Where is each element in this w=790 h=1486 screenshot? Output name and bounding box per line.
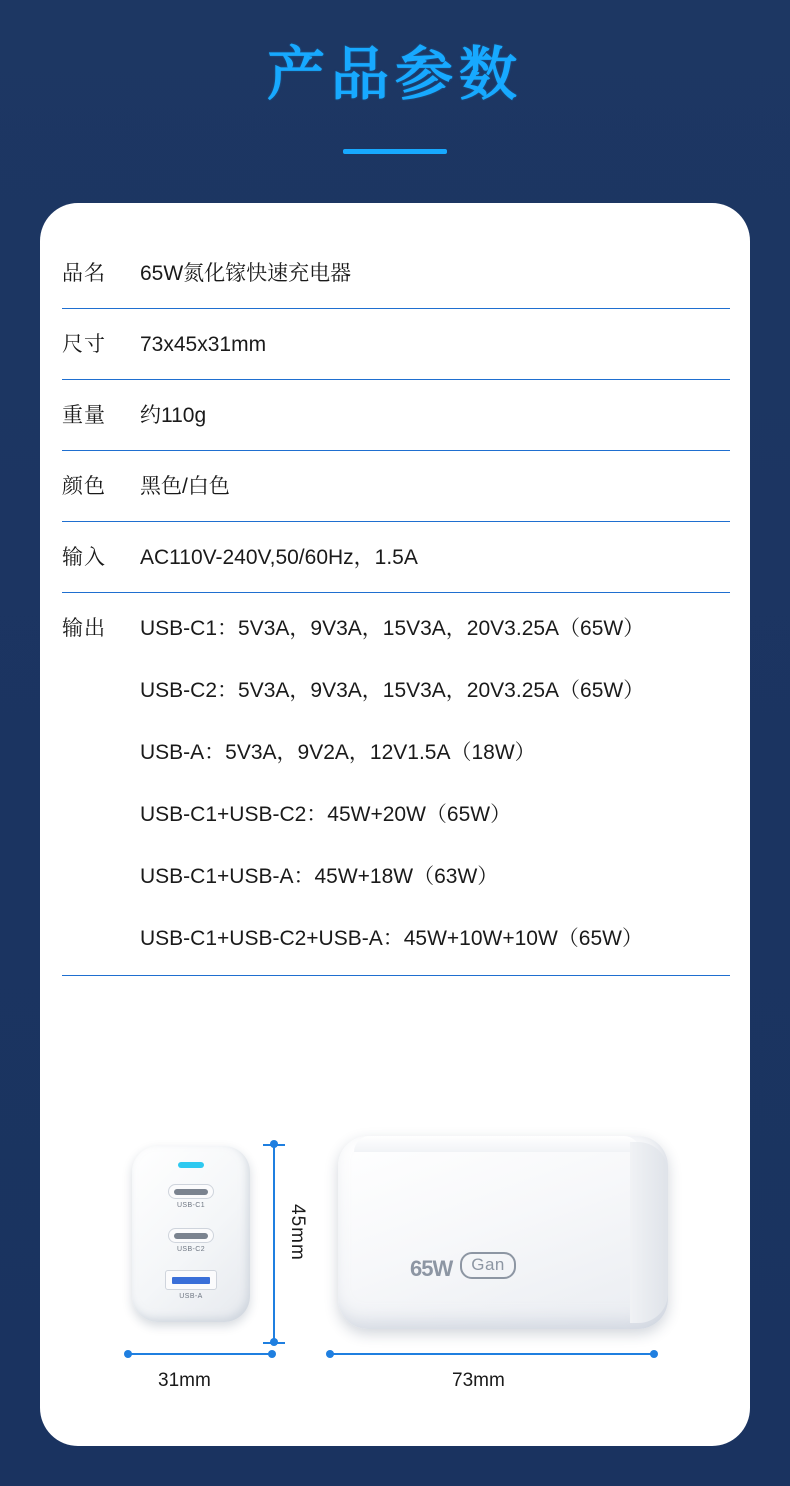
table-row	[62, 522, 730, 593]
spec-label: 输入	[62, 546, 106, 569]
table-row	[62, 380, 730, 451]
port-inner-shape	[174, 1233, 208, 1239]
title-underline-rule	[343, 149, 447, 154]
dimension-label-side-width: 73mm	[452, 1370, 505, 1391]
spec-label: 尺寸	[62, 333, 106, 356]
port-inner-shape	[174, 1189, 208, 1195]
list-item: USB-A：5V3A，9V2A，12V1.5A（18W）	[140, 741, 536, 764]
charger-front-view	[132, 1146, 250, 1322]
table-row-output	[62, 593, 730, 976]
led-indicator-icon	[178, 1162, 204, 1168]
dimension-label-front-width: 31mm	[158, 1370, 211, 1391]
spec-value: 73x45x31mm	[140, 333, 267, 356]
spec-label: 重量	[62, 404, 106, 427]
dimension-label-height: 45mm	[287, 1204, 308, 1261]
dimension-dot	[650, 1350, 658, 1358]
dimension-dot	[270, 1140, 278, 1148]
usb-c1-port-icon	[168, 1184, 214, 1199]
dimension-line-side-width	[330, 1353, 656, 1355]
table-row	[62, 451, 730, 522]
spec-table	[62, 238, 730, 976]
wattage-value: 65	[410, 1256, 433, 1281]
spec-value: 65W氮化镓快速充电器	[140, 262, 352, 285]
table-row	[62, 309, 730, 380]
output-value-list	[140, 615, 730, 957]
spec-value: 黑色/白色	[140, 475, 230, 498]
list-item: USB-C1+USB-C2+USB-A：45W+10W+10W（65W）	[140, 927, 643, 950]
charger-side-view	[338, 1136, 668, 1329]
page-header	[0, 0, 790, 154]
port-inner-shape	[172, 1277, 210, 1284]
spec-label: 颜色	[62, 475, 106, 498]
dimension-line-front-width	[128, 1353, 274, 1355]
usb-c2-port-label: USB-C2	[176, 1246, 206, 1253]
usb-a-port-icon	[165, 1270, 217, 1290]
list-item: USB-C1：5V3A，9V3A，15V3A，20V3.25A（65W）	[140, 617, 645, 640]
usb-c2-port-icon	[168, 1228, 214, 1243]
charger-right-face	[630, 1142, 668, 1323]
list-item: USB-C1+USB-C2：45W+20W（65W）	[140, 803, 512, 826]
wattage-unit: W	[432, 1256, 453, 1281]
usb-a-port-label: USB-A	[179, 1293, 203, 1300]
spec-value: 约110g	[140, 404, 207, 427]
charger-top-face	[354, 1136, 640, 1152]
spec-value: AC110V-240V,50/60Hz，1.5A	[140, 546, 418, 569]
dimension-dot	[270, 1338, 278, 1346]
spec-label: 输出	[62, 617, 106, 640]
dimension-dot	[326, 1350, 334, 1358]
product-illustration-area	[40, 1108, 750, 1438]
gan-badge: Gan	[460, 1252, 516, 1279]
dimension-line-height	[273, 1144, 275, 1344]
spec-label: 品名	[62, 262, 106, 285]
wattage-text	[410, 1246, 452, 1285]
dimension-dot	[268, 1350, 276, 1358]
dimension-dot	[124, 1350, 132, 1358]
usb-c1-port-label: USB-C1	[176, 1202, 206, 1209]
page-title: 产品参数	[266, 42, 523, 107]
list-item: USB-C2：5V3A，9V3A，15V3A，20V3.25A（65W）	[140, 679, 645, 702]
table-row	[62, 238, 730, 309]
brand-marking	[410, 1246, 516, 1285]
list-item: USB-C1+USB-A：45W+18W（63W）	[140, 865, 499, 888]
spec-card	[40, 203, 750, 1446]
